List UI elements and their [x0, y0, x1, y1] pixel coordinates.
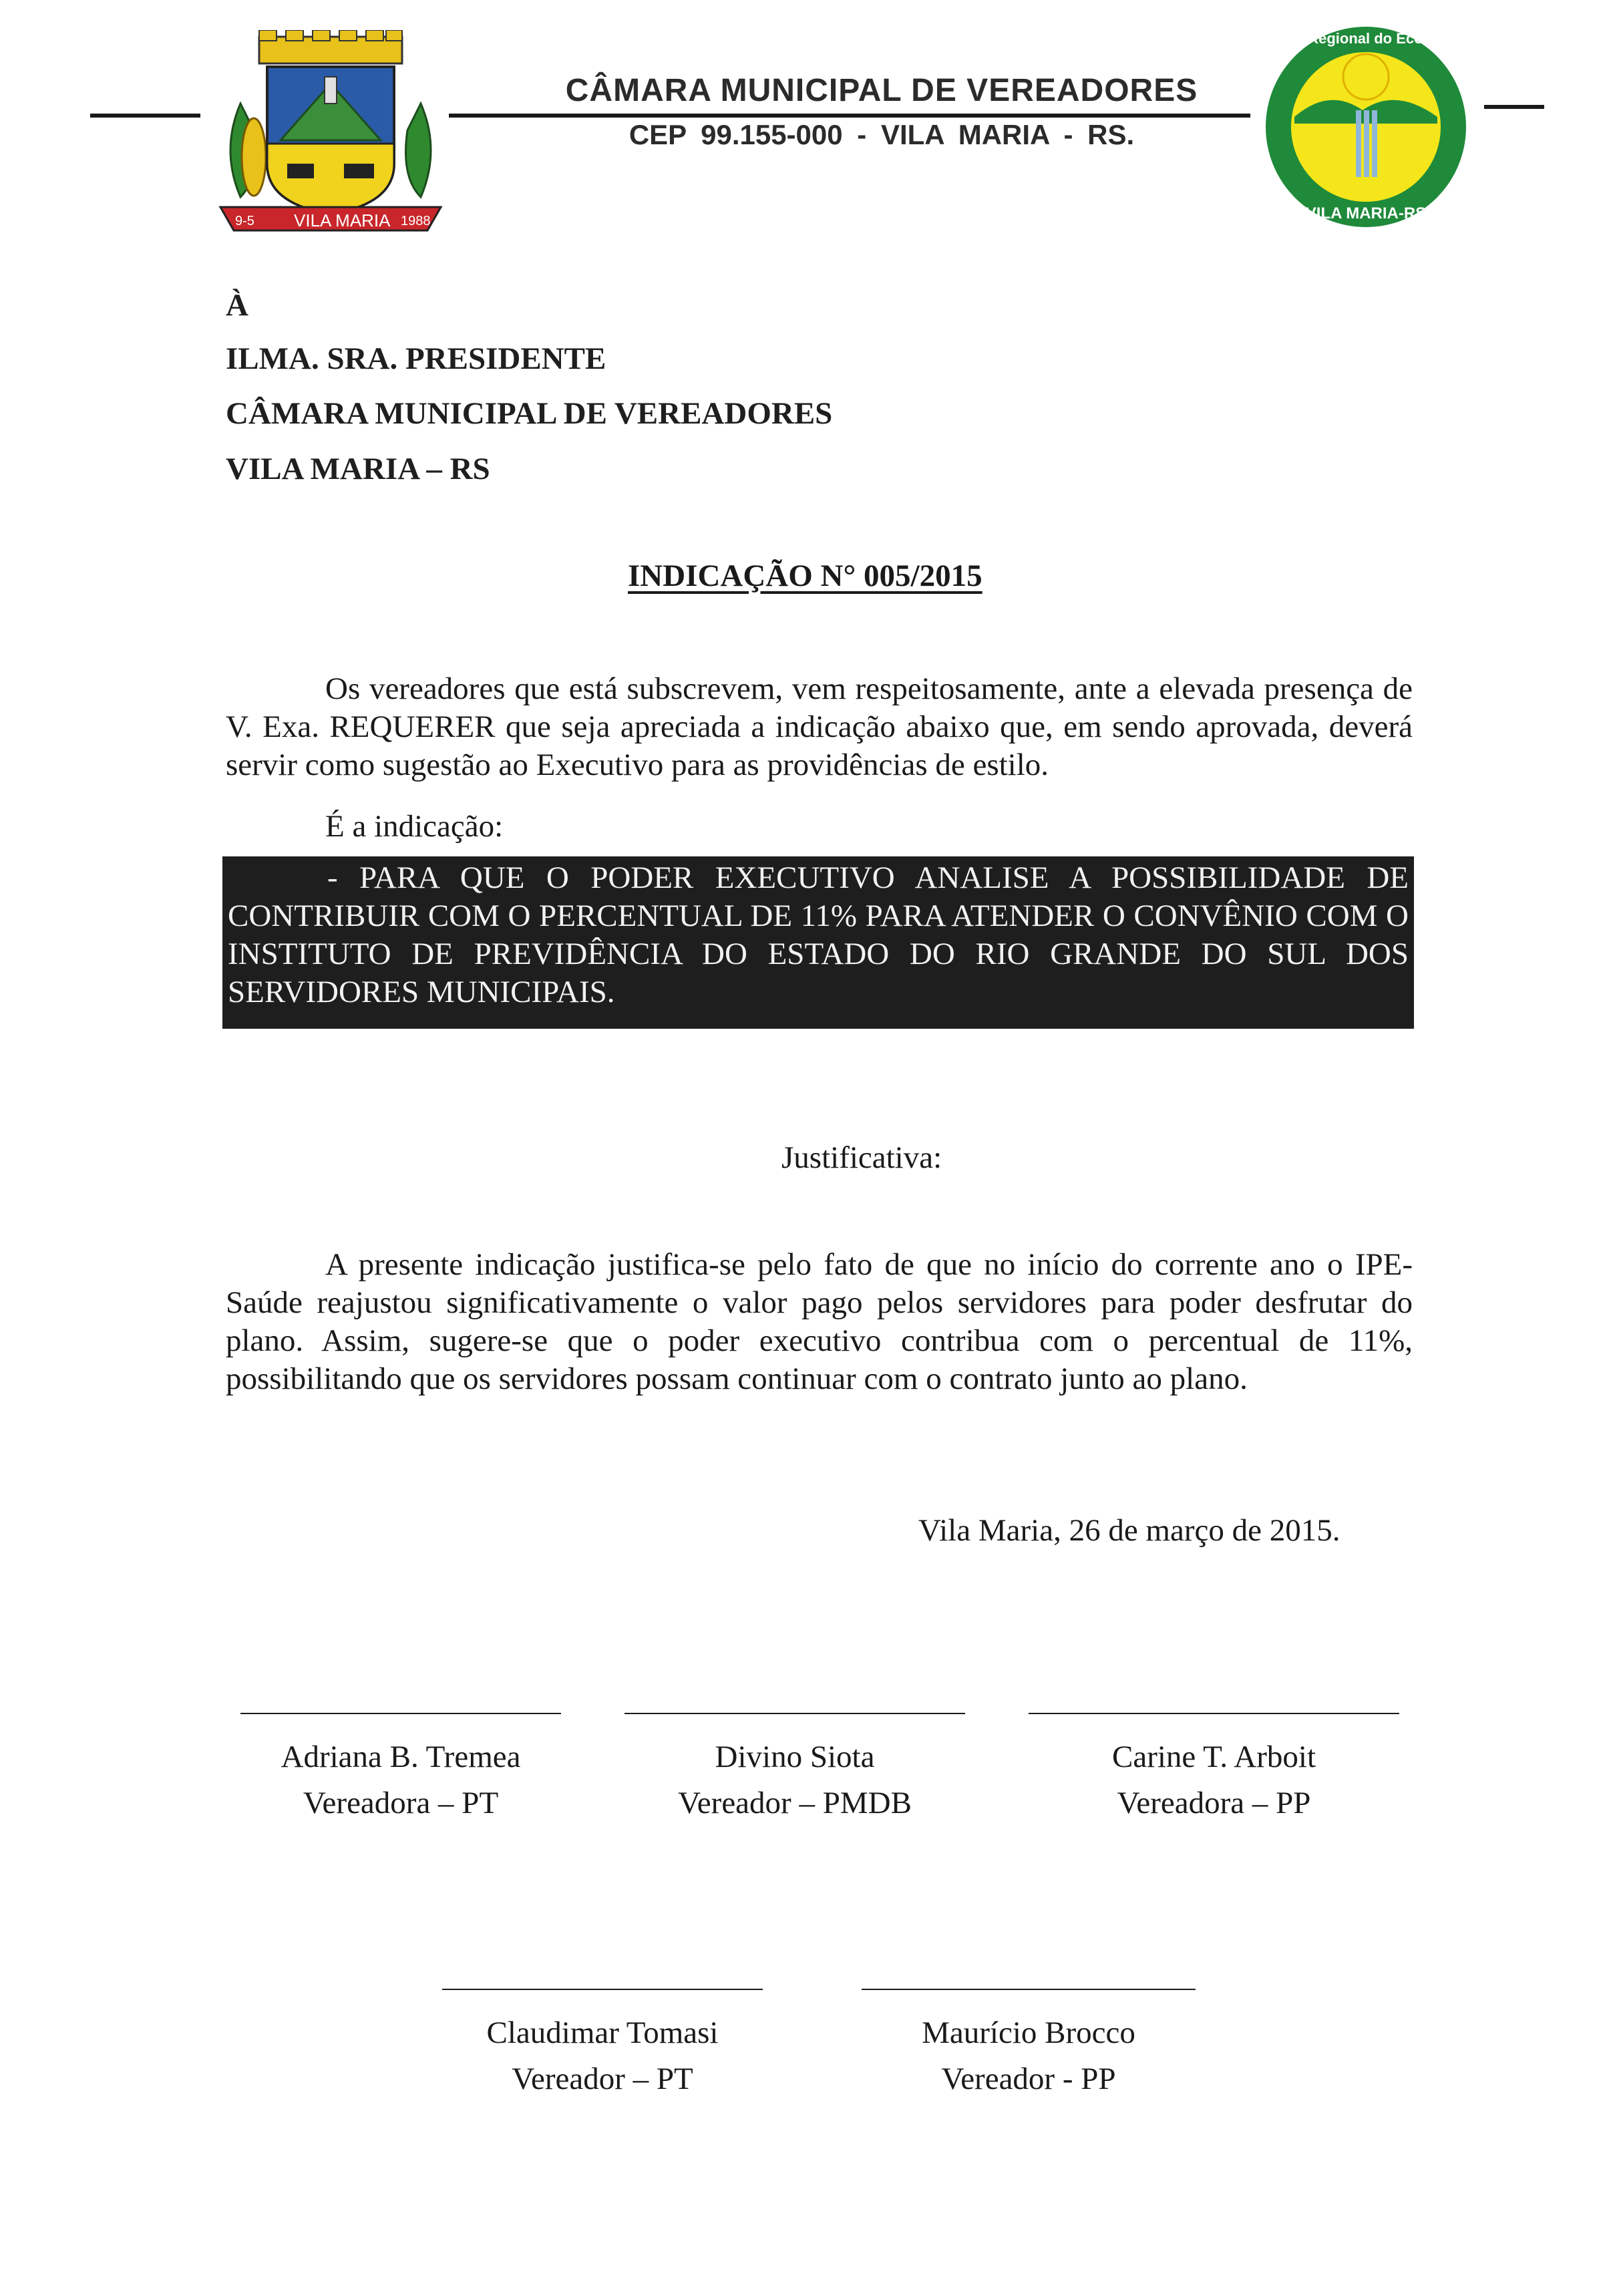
header-subtitle: CEP 99.155-000 - VILA MARIA - RS. — [629, 119, 1135, 150]
signature-block — [240, 1713, 561, 1821]
address-line-1: ILMA. SRA. PRESIDENTE — [226, 341, 606, 376]
signature-block — [442, 1989, 763, 2097]
signature-role: Vereador - PP — [941, 2062, 1116, 2096]
header-title: CÂMARA MUNICIPAL DE VEREADORES — [565, 73, 1198, 108]
signature-line — [1029, 1713, 1399, 1714]
justification-paragraph: A presente indicação justifica-se pelo fato de que no início do corrente ano o IPE-Saúde reajustou significativamente o valor pago pelos servidores para poder desfrutar do plano. Assim, sugere-se que o poder executivo contribua com o percentual de 11%, possibilitando que os servidores possam continuar com o contrato junto ao plano. — [226, 1247, 1413, 1396]
coat-of-arms-logo — [214, 30, 448, 244]
place-date: Vila Maria, 26 de março de 2015. — [918, 1513, 1340, 1548]
header-rule-right — [1484, 105, 1544, 109]
svg-text:Capital Regional do Ecoturismo: Capital Regional do Ecoturismo — [1262, 30, 1469, 47]
signature-line — [442, 1989, 763, 1990]
address-prefix: À — [226, 288, 248, 323]
signature-line — [862, 1989, 1196, 1990]
signature-role: Vereadora – PT — [303, 1786, 499, 1820]
address-line-2: CÂMARA MUNICIPAL DE VEREADORES — [226, 396, 833, 431]
signature-block — [862, 1989, 1196, 2097]
indication-text: - PARA QUE O PODER EXECUTIVO ANALISE A POSSIBILIDADE DE CONTRIBUIR COM O PERCENTUAL DE 11% PARA ATENDER O CONVÊNIO COM O INSTITUTO DE PREVIDÊNCIA DO ESTADO DO RIO GRANDE DO SUL DOS SERVIDORES MUNICIPAIS. — [228, 860, 1409, 1009]
signature-block — [1029, 1713, 1399, 1821]
signature-block — [624, 1713, 965, 1821]
ecotourism-seal-logo — [1262, 23, 1469, 230]
indication-highlight-box — [222, 856, 1414, 1029]
svg-text:9-5: 9-5 — [235, 214, 254, 228]
svg-text:VILA MARIA-RS: VILA MARIA-RS — [1305, 204, 1427, 222]
signature-name: Claudimar Tomasi — [486, 2015, 719, 2050]
justification-heading: Justificativa: — [781, 1140, 942, 1175]
signature-name: Divino Siota — [715, 1740, 875, 1774]
address-line-3: VILA MARIA – RS — [226, 452, 490, 486]
header-rule-center — [449, 114, 1250, 118]
indication-label: É a indicação: — [325, 809, 504, 844]
document-title: INDICAÇÃO N° 005/2015 — [628, 558, 982, 593]
signature-name: Carine T. Arboit — [1111, 1740, 1316, 1774]
svg-text:VILA MARIA: VILA MARIA — [294, 210, 391, 230]
signature-line — [624, 1713, 965, 1714]
signature-name: Adriana B. Tremea — [281, 1740, 521, 1774]
signature-role: Vereador – PT — [512, 2062, 693, 2096]
signature-line — [240, 1713, 561, 1714]
signature-role: Vereadora – PP — [1117, 1786, 1311, 1820]
intro-paragraph: Os vereadores que está subscrevem, vem respeitosamente, ante a elevada presença de V. Exa. REQUERER que seja apreciada a indicação abaixo que, em sendo aprovada, deverá servir como sugestão ao Executivo para as providências de estilo. — [226, 671, 1413, 782]
header-rule-left — [90, 114, 200, 118]
signature-name: Maurício Brocco — [922, 2015, 1135, 2050]
svg-text:1988: 1988 — [401, 214, 431, 228]
signature-role: Vereador – PMDB — [678, 1786, 912, 1820]
